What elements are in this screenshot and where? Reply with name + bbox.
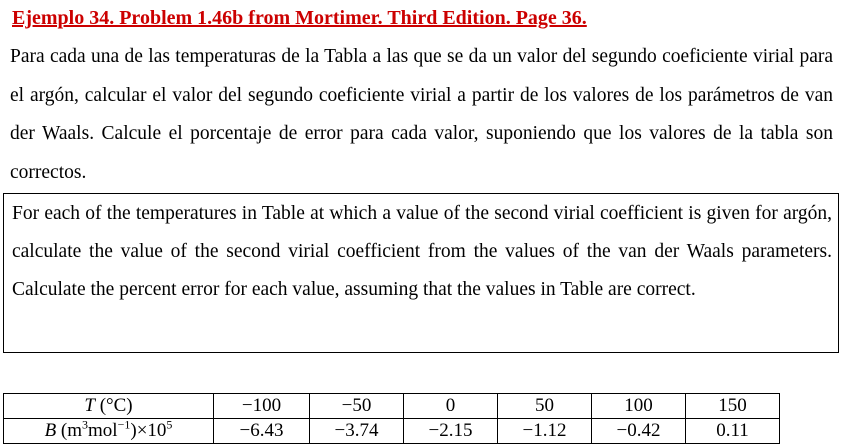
- virial-value-cell: −1.12: [498, 419, 592, 444]
- temperature-cell: −100: [214, 394, 310, 419]
- temperature-cell: 150: [686, 394, 780, 419]
- problem-title: Ejemplo 34. Problem 1.46b from Mortimer. Third Edition. Page 36.: [12, 7, 587, 29]
- unit-part: )×10: [130, 420, 167, 441]
- unit-exponent: 5: [166, 417, 173, 432]
- unit-part: mol: [88, 420, 118, 441]
- virial-value-cell: −6.43: [214, 419, 310, 444]
- temperature-cell: 0: [404, 394, 498, 419]
- temperature-unit: (°C): [99, 395, 133, 416]
- temperature-row: [4, 394, 780, 419]
- english-text-box: [3, 193, 839, 353]
- english-problem-text: For each of the temperatures in Table at which a value of the second virial coefficient is given for argón, calculate the value of the second virial coefficient from the values of the van der Waals parameters. Calculate the percent error for each value, assuming that the values in Table are correct.: [12, 203, 832, 300]
- virial-value-cell: 0.11: [686, 419, 780, 444]
- unit-exponent: −1: [117, 417, 131, 432]
- temperature-cell: 100: [592, 394, 686, 419]
- virial-value-cell: −2.15: [404, 419, 498, 444]
- unit-part: (m: [60, 420, 83, 441]
- temperature-cell: 50: [498, 394, 592, 419]
- virial-symbol: B: [44, 420, 57, 441]
- virial-coefficient-table: [3, 393, 780, 444]
- virial-coefficient-row: [4, 419, 780, 444]
- temperature-symbol: T: [84, 395, 95, 416]
- virial-value-cell: −3.74: [310, 419, 404, 444]
- virial-value-cell: −0.42: [592, 419, 686, 444]
- spanish-problem-text: Para cada una de las temperaturas de la Tabla a las que se da un valor del segundo coeficiente virial para el argón, calcular el valor del segundo coeficiente virial a partir de los valores de los parámetros de van der Waals. Calcule el porcentaje de error para cada valor, suponiendo que los valores de la tabla son correctos.: [10, 46, 833, 183]
- temperature-row-label: [4, 394, 214, 419]
- virial-row-label: [4, 419, 214, 444]
- unit-exponent: 3: [82, 417, 89, 432]
- temperature-cell: −50: [310, 394, 404, 419]
